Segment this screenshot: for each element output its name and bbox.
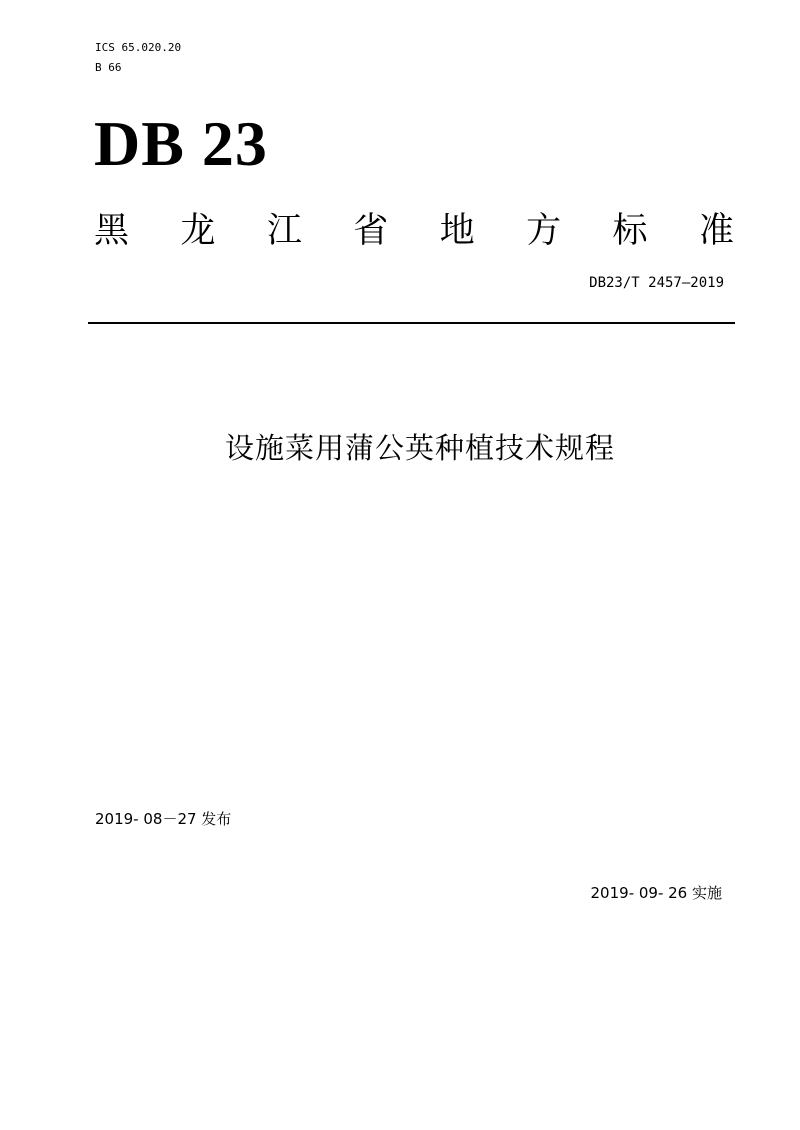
- standard-number: DB23/T 2457—2019: [589, 275, 724, 291]
- publish-date: 2019- 08－27 发布: [95, 810, 232, 828]
- db-logo: DB 23: [94, 108, 268, 179]
- standard-title-char: 地: [439, 211, 475, 251]
- standard-title-char: 准: [698, 211, 734, 251]
- standard-title-char: 省: [353, 211, 389, 251]
- standard-title-char: 江: [266, 211, 302, 251]
- ics-code: ICS 65.020.20: [95, 41, 182, 54]
- header-divider: [88, 322, 735, 324]
- standard-title-char: 标: [612, 211, 648, 251]
- standard-title-char: 方: [526, 211, 562, 251]
- standard-title: [94, 209, 734, 253]
- standard-title-char: 龙: [180, 211, 216, 251]
- ccs-code: B 66: [95, 61, 122, 74]
- standard-title-char: 黑: [94, 211, 130, 251]
- document-title: 设施菜用蒲公英种植技术规程: [224, 431, 615, 465]
- implement-date: 2019- 09- 26 实施: [590, 884, 722, 902]
